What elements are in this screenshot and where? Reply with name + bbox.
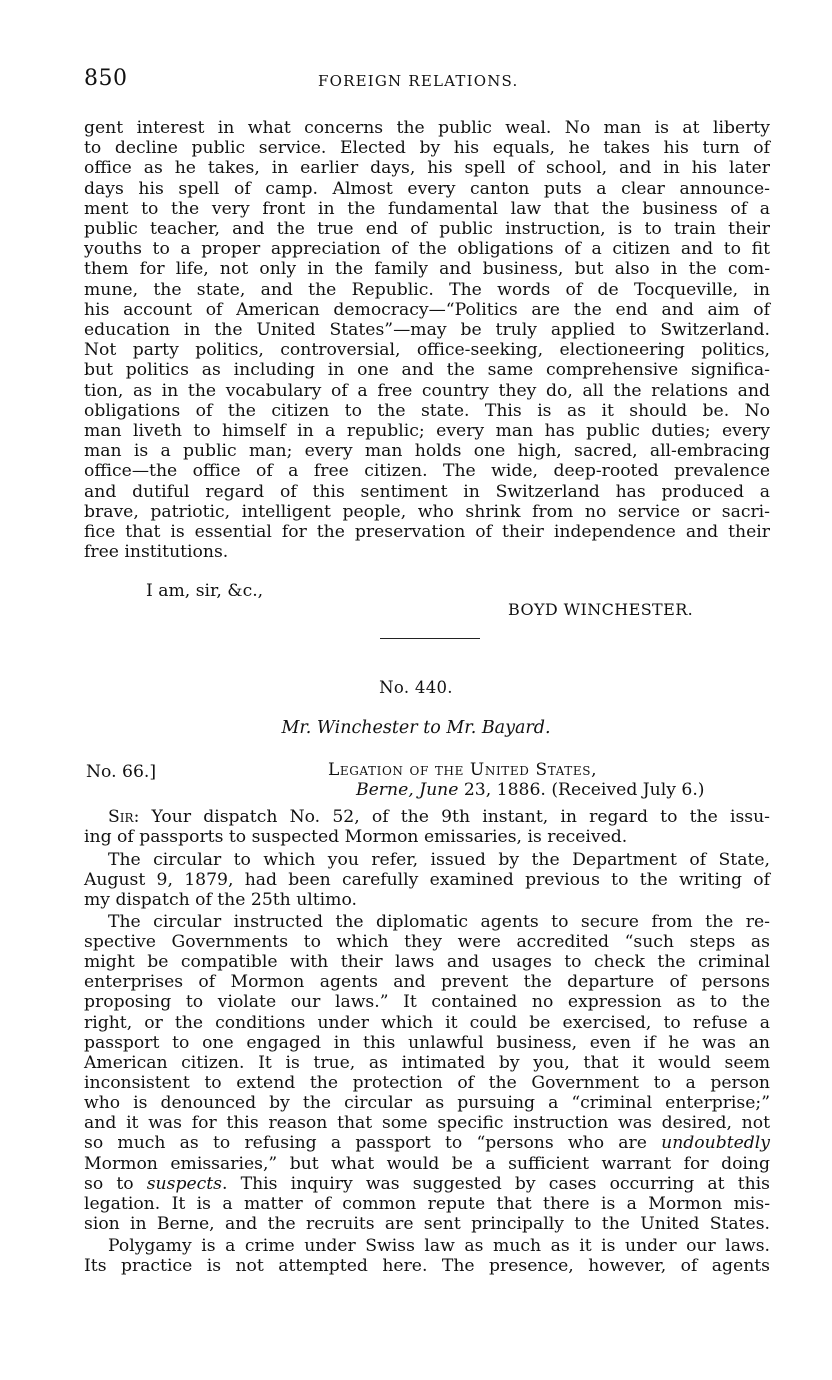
paragraph-line: youths to a proper appreciation of the obligations of a citizen and to fit [84,239,770,260]
paragraph-line: but politics as including in one and the same comprehensive significa- [84,360,770,381]
body-line [108,807,770,827]
body-line: Polygamy is a crime under Swiss law as much as it is under our laws. [108,1236,770,1256]
paragraph-line: Not party politics, controversial, office-seeking, electioneering politics, [84,340,770,361]
body-line: passport to one engaged in this unlawful business, even if he was an [84,1033,770,1053]
closing-line: I am, sir, &c., [146,581,264,601]
paragraph-line: education in the United States”—may be truly applied to Switzerland. [84,320,770,340]
dateline-place: Berne, June [356,780,459,800]
paragraph-line: obligations of the citizen to the state. This is as it should be. No [84,400,770,421]
paragraph-line: public teacher, and the true end of public instruction, is to train their [84,219,770,239]
body-line: right, or the conditions under which it could be exercised, to refuse a [84,1013,770,1033]
body-line: enterprises of Mormon agents and prevent the departure of persons [84,972,770,992]
body-line: inconsistent to extend the protection of the Government to a person [84,1073,770,1093]
paragraph-line: free institutions. [84,542,229,563]
emphasis-text: undoubtedly [661,1133,770,1153]
body-line: spective Governments to which they were accredited “such steps as [84,932,770,952]
paragraph-line: them for life, not only in the family and business, but also in the com- [84,259,770,280]
document-number: No. 440. [379,678,453,697]
body-line: legation. It is a matter of common repute that there is a Mormon mis- [84,1194,770,1214]
body-line: American citizen. It is true, as intimated by you, that it would seem [84,1053,770,1073]
body-line: and it was for this reason that some specific instruction was desired, not [84,1113,770,1133]
body-line: The circular instructed the diplomatic agents to secure from the re- [108,912,770,932]
dispatch-number: No. 66.] [86,762,157,782]
paragraph-line: fice that is essential for the preservation of their independence and their [84,522,770,542]
page-number: 850 [84,66,128,91]
paragraph-line: brave, patriotic, intelligent people, who shrink from no service or sacri- [84,501,770,522]
paragraph-line: to decline public service. Elected by his equals, he takes his turn of [84,138,770,159]
section-divider [380,638,480,639]
body-line-text: : Your dispatch No. 52, of the 9th instant, in regard to the issu- [133,807,770,827]
body-line [84,1174,770,1194]
paragraph-line: man liveth to himself in a republic; every man has public duties; every [84,421,770,441]
paragraph-line: his account of American democracy—“Politics are the end and aim of [84,299,770,320]
dateline [356,780,705,800]
body-line: August 9, 1879, had been carefully examined previous to the writing of [84,870,770,890]
body-line: my dispatch of the 25th ultimo. [84,890,357,910]
body-line-text: so to [84,1174,147,1194]
body-line-text: so much as to refusing a passport to “persons who are [84,1133,662,1153]
body-line: Its practice is not attempted here. The presence, however, of agents [84,1256,770,1276]
paragraph-line: and dutiful regard of this sentiment in Switzerland has produced a [84,481,770,502]
body-line: proposing to violate our laws.” It contained no expression as to the [84,992,770,1012]
body-line: who is denounced by the circular as pursuing a “criminal enterprise;” [84,1093,770,1113]
paragraph-line: ment to the very front in the fundamental law that the business of a [84,198,770,219]
body-line: sion in Berne, and the recruits are sent principally to the United States. [84,1214,770,1234]
legation-heading: Legation of the United States, [328,760,598,780]
running-head: FOREIGN RELATIONS. [318,72,519,90]
paragraph-line: mune, the state, and the Republic. The words of de Tocqueville, in [84,279,770,300]
paragraph-line: gent interest in what concerns the public weal. No man is at liberty [84,118,770,138]
salutation: Sir [108,807,134,827]
paragraph-line: man is a public man; every man holds one high, sacred, all-embracing [84,441,770,462]
document-title: Mr. Winchester to Mr. Bayard. [281,718,551,738]
emphasis-text: suspects [146,1174,222,1194]
body-line-text: . This inquiry was suggested by cases occurring at this [221,1174,770,1194]
body-line: ing of passports to suspected Mormon emissaries, is received. [84,827,628,847]
body-line: The circular to which you refer, issued by the Department of State, [108,850,770,870]
signature: BOYD WINCHESTER. [508,600,694,619]
paragraph-line: tion, as in the vocabulary of a free country they do, all the relations and [84,380,770,401]
body-line: might be compatible with their laws and usages to check the criminal [84,952,770,972]
body-line: Mormon emissaries,” but what would be a sufficient warrant for doing [84,1154,770,1174]
page-header [84,66,770,96]
body-line [84,1133,770,1153]
dateline-rest: 23, 1886. (Received July 6.) [458,780,705,800]
paragraph-line: office—the office of a free citizen. The wide, deep-rooted prevalence [84,461,770,482]
paragraph-line: office as he takes, in earlier days, his spell of school, and in his later [84,158,770,179]
paragraph-line: days his spell of camp. Almost every canton puts a clear announce- [84,178,770,199]
